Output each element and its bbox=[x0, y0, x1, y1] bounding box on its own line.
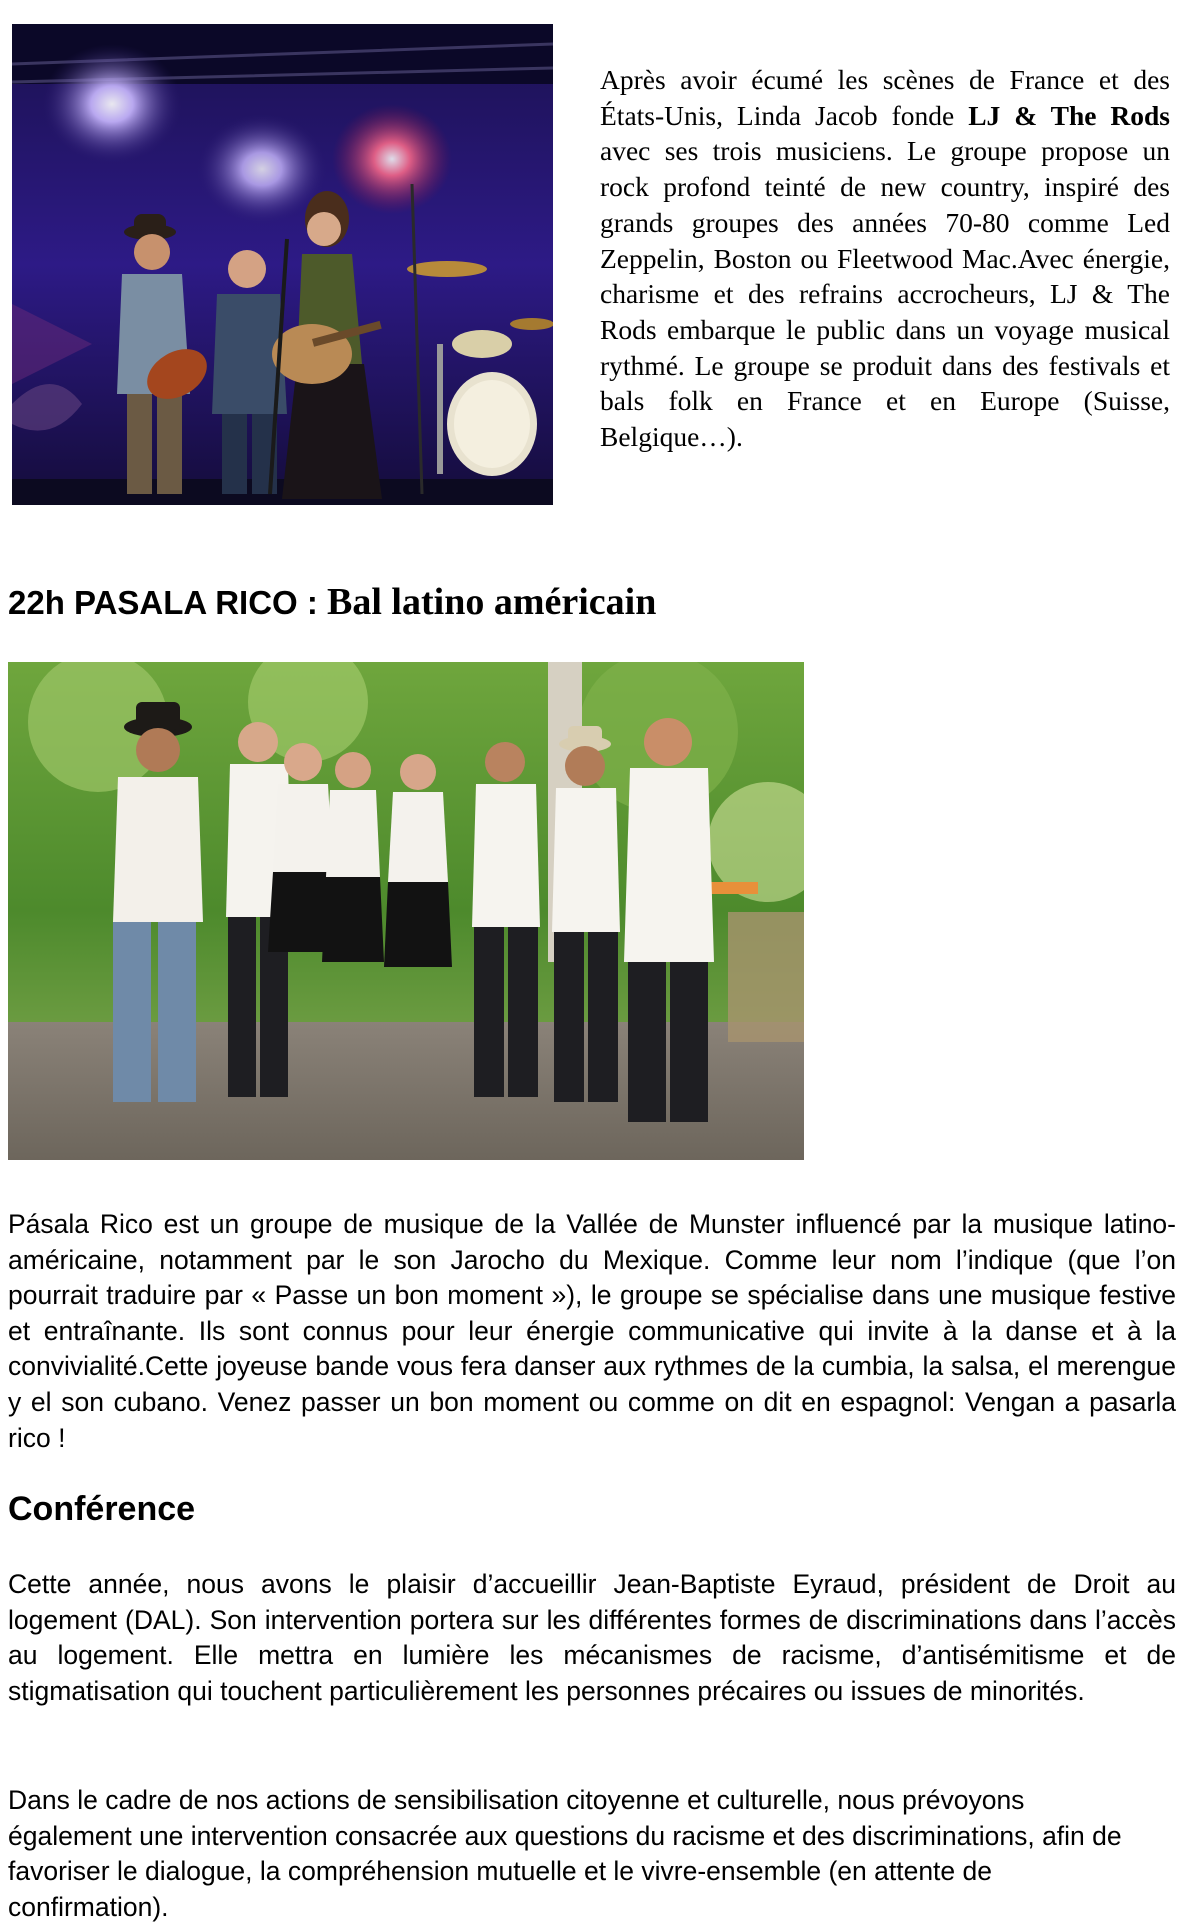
lj-intro-text: Après avoir écumé les scènes de France et des États-Unis, Linda Jacob fonde bbox=[600, 64, 1170, 131]
group-photo-illustration bbox=[8, 662, 804, 1160]
lj-band-name: LJ & The Rods bbox=[968, 99, 1171, 131]
band-photo-lj-the-rods bbox=[12, 24, 553, 505]
lj-the-rods-description bbox=[600, 62, 1170, 455]
pasala-rico-description: Pásala Rico est un groupe de musique de la Vallée de Munster influencé par la musique latino-américaine, notamment par le son Jarocho du Mexique. Comme leur nom l’indique (que l’on pourrait traduire par « Passe un bon moment »), le groupe se spécialise dans une musique festive et entraînante. Ils sont connus pour leur énergie communicative qui invite à la danse et à la convivialité.Cette joyeuse bande vous fera danser aux rythmes de la cumbia, la salsa, el merengue y el son cubano. Venez passer un bon moment ou comme on dit en espagnol: Vengan a pasarla rico ! bbox=[8, 1209, 1176, 1453]
stage-photo-illustration bbox=[12, 24, 553, 505]
band-photo-pasala-rico bbox=[8, 662, 804, 1160]
pasala-rico-heading bbox=[8, 580, 656, 624]
lj-rest-text: avec ses trois musiciens. Le groupe propose un rock profond teinté de new country, inspiré des grands groupes des années 70-80 comme Led Zeppelin, Boston ou Fleetwood Mac.Avec énergie, charisme et des refrains accrocheurs, LJ & The Rods embarque le public dans un voyage musical rythmé. Le groupe se produit dans des festivals et bals folk en France et en Europe (Suisse, Belgique…). bbox=[600, 135, 1170, 453]
conference-additional-intervention: Dans le cadre de nos actions de sensibilisation citoyenne et culturelle, nous prévoyons également une intervention consacrée aux questions du racisme et des discriminations, afin de favoriser le dialogue, la compréhension mutuelle et le vivre-ensemble (en attente de confirmation). bbox=[8, 1785, 1122, 1922]
pasala-heading-subtitle: Bal latino américain bbox=[327, 581, 657, 623]
conference-description: Cette année, nous avons le plaisir d’accueillir Jean-Baptiste Eyraud, président de Droit au logement (DAL). Son intervention portera sur les différentes formes de discriminations dans l’accès au logement. Elle mettra en lumière les mécanismes de racisme, d’antisémitisme et de stigmatisation qui touchent particulièrement les personnes précaires ou issues de minorités. bbox=[8, 1569, 1176, 1706]
conference-heading: Conférence bbox=[8, 1490, 196, 1528]
pasala-heading-time-name: 22h PASALA RICO : bbox=[8, 584, 328, 621]
